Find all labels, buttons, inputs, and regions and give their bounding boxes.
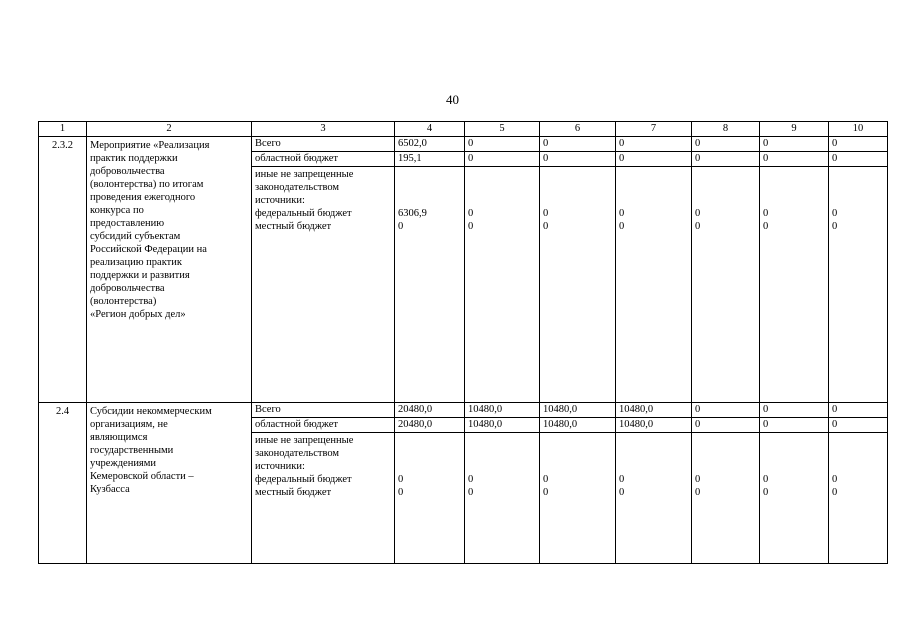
value-federal: 0 xyxy=(619,208,625,219)
value-cell: 10480,0 xyxy=(465,418,540,433)
value-local: 0 xyxy=(398,221,404,232)
value-cell: 0 xyxy=(465,137,540,152)
value-cell: 0 xyxy=(616,137,692,152)
value-cell: 0 xyxy=(465,152,540,167)
value-federal: 0 xyxy=(832,474,838,485)
column-number: 7 xyxy=(616,122,692,137)
value-cell: 0 xyxy=(829,418,888,433)
value-local: 0 xyxy=(468,221,474,232)
value-local: 0 xyxy=(763,221,769,232)
source-label: иные не запрещенные xyxy=(255,435,354,446)
value-federal: 0 xyxy=(763,474,769,485)
value-cell: 0 xyxy=(692,137,760,152)
value-cell: 0 xyxy=(760,152,829,167)
value-federal: 0 xyxy=(543,474,549,485)
value-federal: 0 xyxy=(468,208,474,219)
measure-name-line: добровольчества xyxy=(90,166,165,177)
value-cell: 20480,0 xyxy=(395,403,465,418)
measure-name-line: реализацию практик xyxy=(90,257,182,268)
measure-name-line: конкурса по xyxy=(90,205,144,216)
value-local: 0 xyxy=(832,221,838,232)
value-cell: 0 xyxy=(540,152,616,167)
budget-table xyxy=(38,121,888,564)
value-cell: 20480,0 xyxy=(395,418,465,433)
value-local: 0 xyxy=(763,487,769,498)
value-cell xyxy=(829,167,888,403)
column-number: 6 xyxy=(540,122,616,137)
measure-name-line: субсидий субъектам xyxy=(90,231,181,242)
value-cell xyxy=(692,433,760,564)
value-local: 0 xyxy=(695,221,701,232)
value-cell: 0 xyxy=(829,137,888,152)
value-cell: 0 xyxy=(692,152,760,167)
value-cell xyxy=(760,433,829,564)
measure-name-line: Субсидии некоммерческим xyxy=(90,406,212,417)
value-cell: 0 xyxy=(692,418,760,433)
column-number: 3 xyxy=(252,122,395,137)
value-cell: 0 xyxy=(760,418,829,433)
value-cell xyxy=(395,167,465,403)
source-label-group xyxy=(252,433,395,564)
source-label: местный бюджет xyxy=(255,487,332,498)
source-label: законодательством xyxy=(255,182,340,193)
value-local: 0 xyxy=(619,487,625,498)
measure-name-line: проведения ежегодного xyxy=(90,192,196,203)
value-cell: 0 xyxy=(616,152,692,167)
source-label: источники: xyxy=(255,195,305,206)
source-label: Всего xyxy=(252,403,395,418)
value-local: 0 xyxy=(543,487,549,498)
measure-name-line: Кузбасса xyxy=(90,484,130,495)
value-local: 0 xyxy=(543,221,549,232)
value-local: 0 xyxy=(619,221,625,232)
value-cell xyxy=(395,433,465,564)
source-label: федеральный бюджет xyxy=(255,474,352,485)
value-cell xyxy=(465,433,540,564)
value-cell: 10480,0 xyxy=(540,403,616,418)
value-cell: 0 xyxy=(540,137,616,152)
measure-name-line: являющимся xyxy=(90,432,148,443)
column-number: 4 xyxy=(395,122,465,137)
source-label: источники: xyxy=(255,461,305,472)
value-federal: 0 xyxy=(832,208,838,219)
column-number: 5 xyxy=(465,122,540,137)
value-cell: 0 xyxy=(760,137,829,152)
value-local: 0 xyxy=(695,487,701,498)
measure-name-line: организациям, не xyxy=(90,419,168,430)
row-number: 2.4 xyxy=(39,403,87,564)
value-cell: 6502,0 xyxy=(395,137,465,152)
value-local: 0 xyxy=(832,487,838,498)
value-cell: 10480,0 xyxy=(616,403,692,418)
measure-name-line: (волонтерства) xyxy=(90,296,157,307)
source-label: областной бюджет xyxy=(252,152,395,167)
measure-name xyxy=(87,137,252,403)
value-cell: 0 xyxy=(829,152,888,167)
measure-name-line: Кемеровской области – xyxy=(90,471,194,482)
value-cell: 0 xyxy=(760,403,829,418)
measure-name-line: предоставлению xyxy=(90,218,165,229)
measure-name-line: (волонтерства) по итогам xyxy=(90,179,204,190)
table-row-total xyxy=(39,137,888,152)
value-cell xyxy=(616,167,692,403)
value-cell xyxy=(465,167,540,403)
measure-name-line: практик поддержки xyxy=(90,153,178,164)
value-cell: 10480,0 xyxy=(616,418,692,433)
column-number: 8 xyxy=(692,122,760,137)
value-cell xyxy=(540,433,616,564)
measure-name-line: поддержки и развития xyxy=(90,270,190,281)
value-cell: 195,1 xyxy=(395,152,465,167)
column-number: 1 xyxy=(39,122,87,137)
source-label: федеральный бюджет xyxy=(255,208,352,219)
value-local: 0 xyxy=(398,487,404,498)
table-row-total xyxy=(39,403,888,418)
value-cell: 10480,0 xyxy=(465,403,540,418)
value-cell: 0 xyxy=(829,403,888,418)
source-label: иные не запрещенные xyxy=(255,169,354,180)
value-cell: 10480,0 xyxy=(540,418,616,433)
value-federal: 0 xyxy=(619,474,625,485)
column-number: 10 xyxy=(829,122,888,137)
source-label: местный бюджет xyxy=(255,221,332,232)
value-cell: 0 xyxy=(692,403,760,418)
value-federal: 0 xyxy=(468,474,474,485)
value-cell xyxy=(760,167,829,403)
measure-name-line: учреждениями xyxy=(90,458,157,469)
value-federal: 0 xyxy=(398,474,404,485)
value-cell xyxy=(540,167,616,403)
row-number: 2.3.2 xyxy=(39,137,87,403)
value-federal: 0 xyxy=(763,208,769,219)
value-federal: 6306,9 xyxy=(398,208,427,219)
value-federal: 0 xyxy=(543,208,549,219)
source-label: Всего xyxy=(252,137,395,152)
source-label-group xyxy=(252,167,395,403)
measure-name-line: «Регион добрых дел» xyxy=(90,309,186,320)
measure-name-line: добровольчества xyxy=(90,283,165,294)
column-number-row xyxy=(39,122,888,137)
measure-name xyxy=(87,403,252,564)
column-number: 2 xyxy=(87,122,252,137)
measure-name-line: Мероприятие «Реализация xyxy=(90,140,210,151)
page-number: 40 xyxy=(446,92,459,107)
measure-name-line: государственными xyxy=(90,445,174,456)
measure-name-line: Российской Федерации на xyxy=(90,244,207,255)
source-label: областной бюджет xyxy=(252,418,395,433)
value-federal: 0 xyxy=(695,208,701,219)
value-cell xyxy=(616,433,692,564)
column-number: 9 xyxy=(760,122,829,137)
source-label: законодательством xyxy=(255,448,340,459)
value-cell xyxy=(692,167,760,403)
value-federal: 0 xyxy=(695,474,701,485)
value-cell xyxy=(829,433,888,564)
value-local: 0 xyxy=(468,487,474,498)
